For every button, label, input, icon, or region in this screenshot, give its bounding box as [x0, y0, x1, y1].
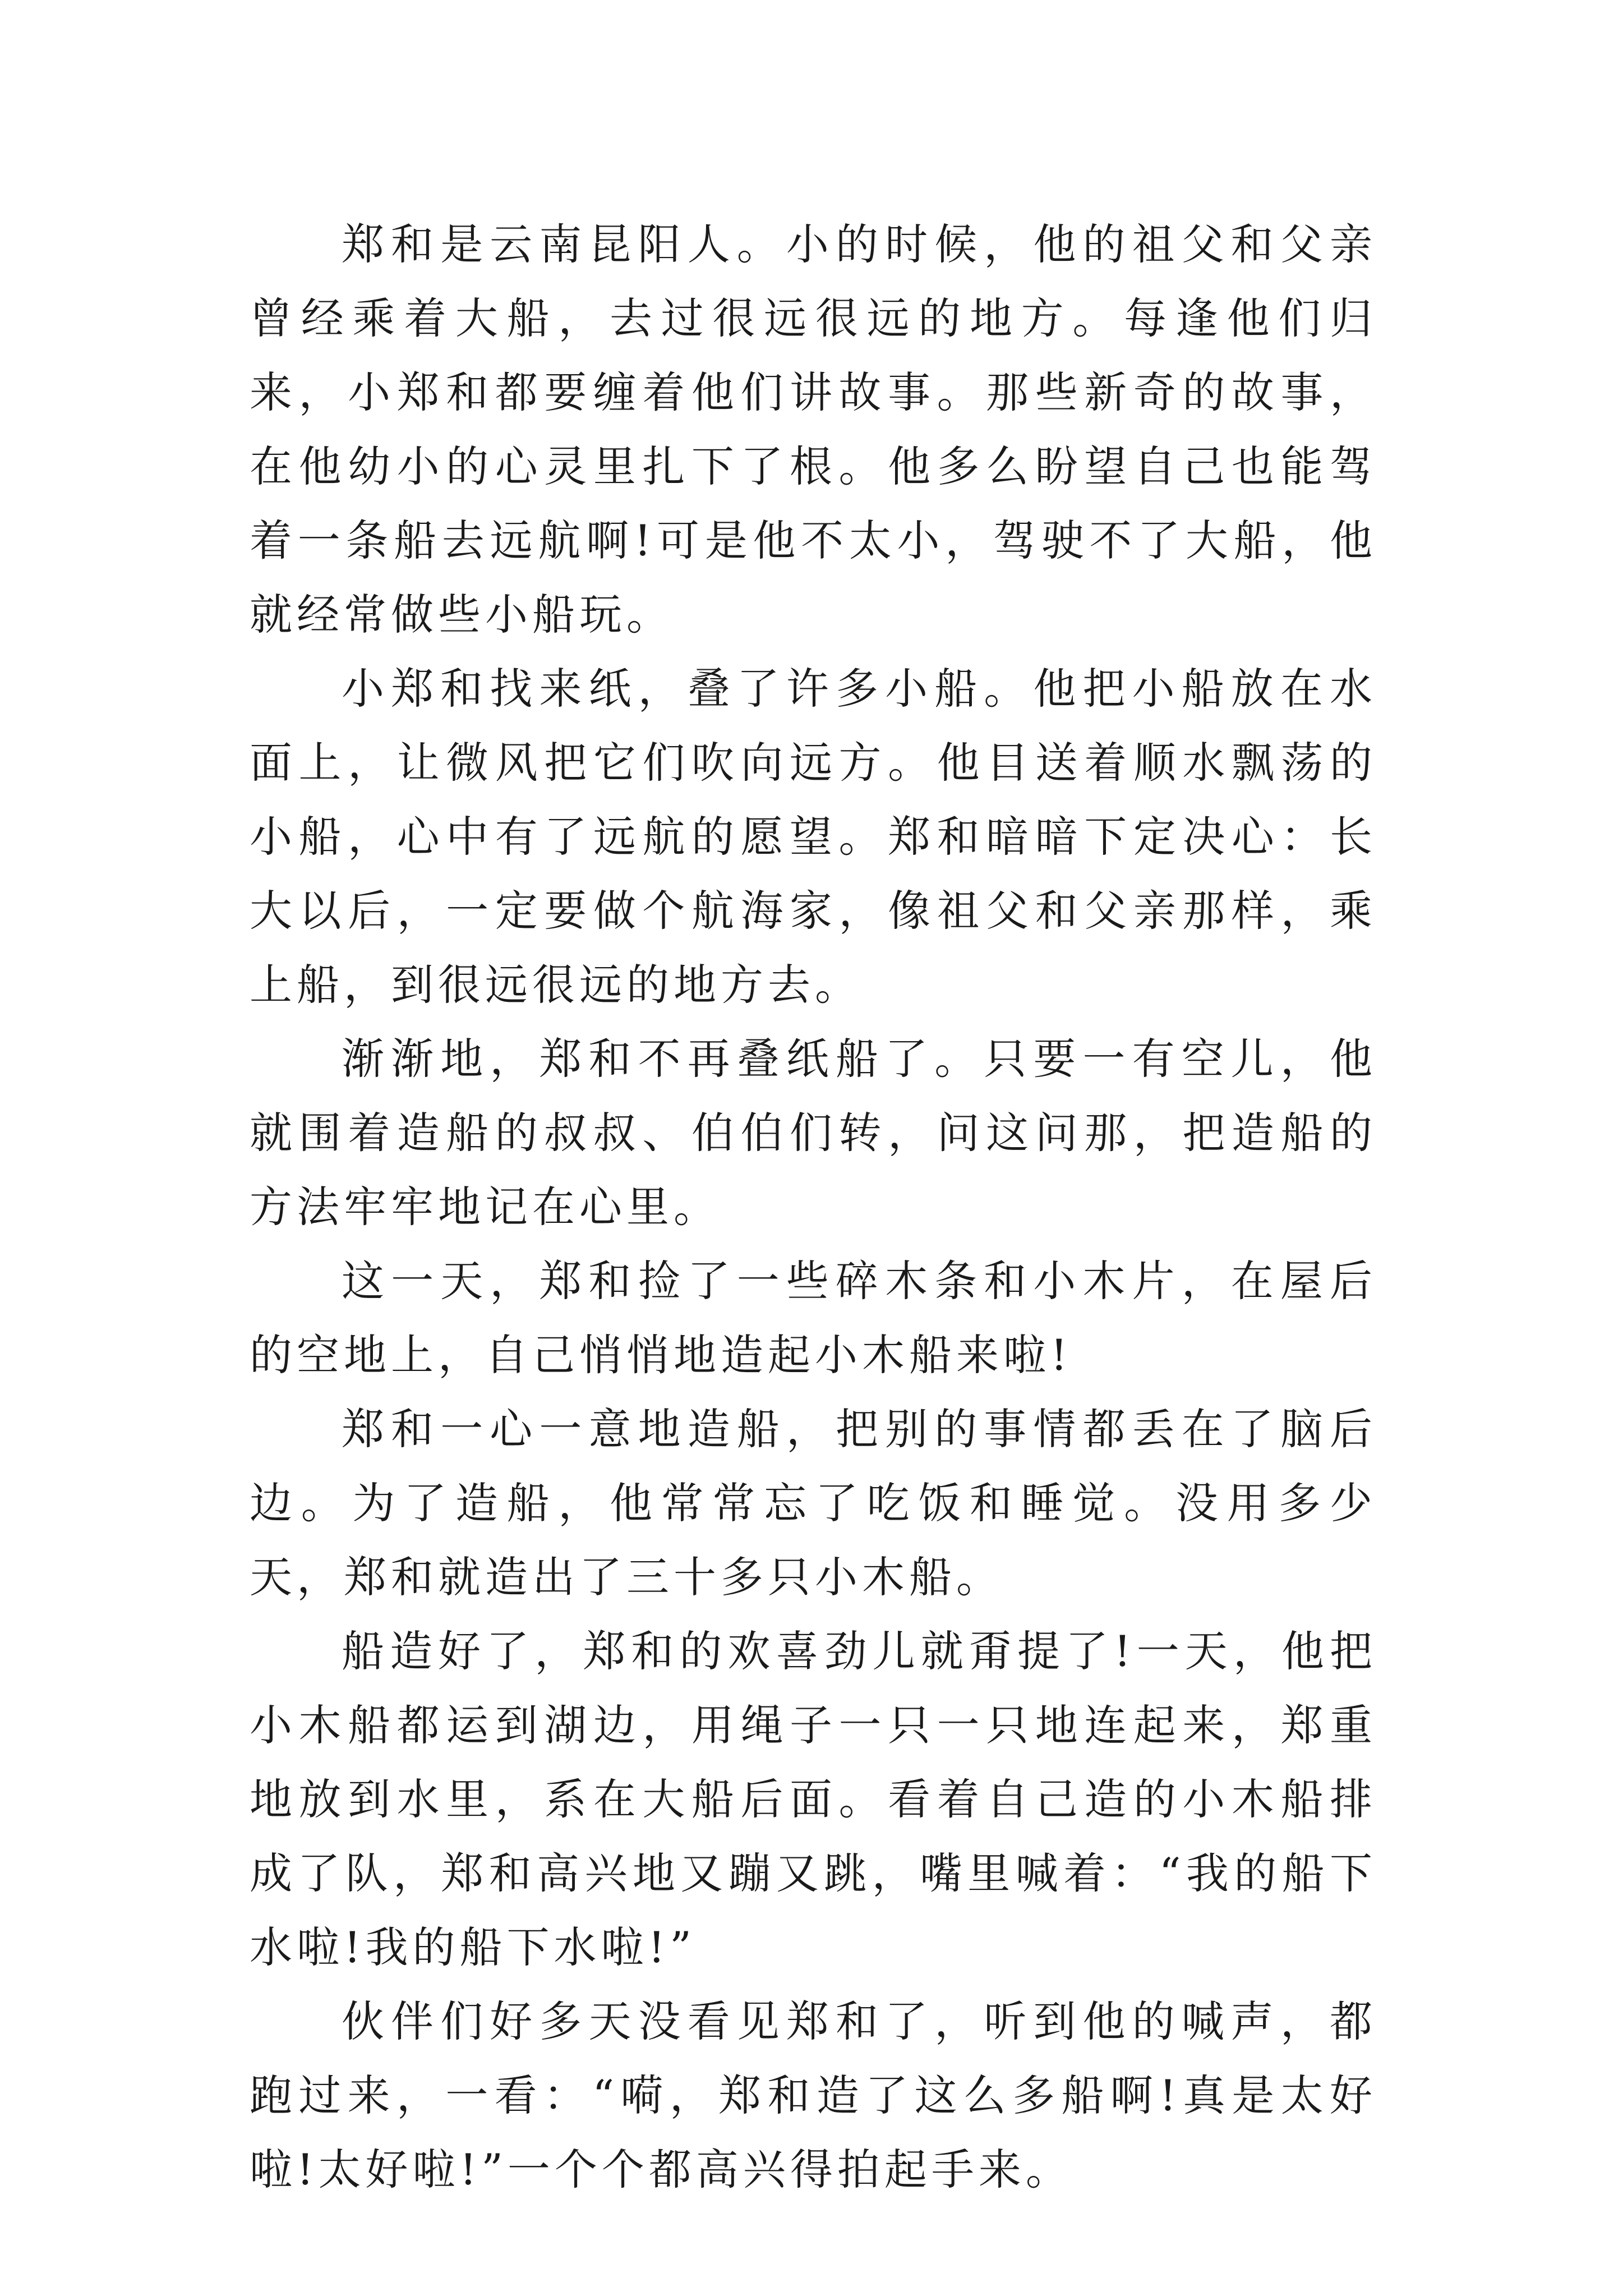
- paragraph-3: 渐渐地，郑和不再叠纸船了。只要一有空儿，他就围着造船的叔叔、伯伯们转，问这问那，把造船的方法牢牢地记在心里。: [250, 1034, 1377, 1232]
- paragraph-5: 郑和一心一意地造船，把别的事情都丢在了脑后边。为了造船，他常常忘了吃饭和睡觉。没用多少天，郑和就造出了三十多只小木船。: [250, 1404, 1377, 1602]
- paragraph-7: 伙伴们好多天没看见郑和了，听到他的喊声，都跑过来，一看：“嗬，郑和造了这么多船啊!真是太好啦!太好啦!”一个个都高兴得拍起手来。: [250, 1996, 1377, 2194]
- paragraph-6: 船造好了，郑和的欢喜劲儿就甭提了!一天，他把小木船都运到湖边，用绳子一只一只地连起来，郑重地放到水里，系在大船后面。看着自己造的小木船排成了队，郑和高兴地又蹦又跳，嘴里喊着：“我的船下水啦!我的船下水啦!”: [250, 1626, 1377, 1972]
- document-body: [250, 208, 1377, 2207]
- paragraph-4: 这一天，郑和捡了一些碎木条和小木片，在屋后的空地上，自己悄悄地造起小木船来啦!: [250, 1256, 1377, 1380]
- paragraph-1: 郑和是云南昆阳人。小的时候，他的祖父和父亲曾经乘着大船，去过很远很远的地方。每逢他们归来，小郑和都要缠着他们讲故事。那些新奇的故事，在他幼小的心灵里扎下了根。他多么盼望自己也能驾着一条船去远航啊!可是他不太小，驾驶不了大船，他就经常做些小船玩。: [250, 219, 1377, 639]
- paragraph-2: 小郑和找来纸，叠了许多小船。他把小船放在水面上，让微风把它们吹向远方。他目送着顺水飘荡的小船，心中有了远航的愿望。郑和暗暗下定决心：长大以后，一定要做个航海家，像祖父和父亲那样，乘上船，到很远很远的地方去。: [250, 664, 1377, 1010]
